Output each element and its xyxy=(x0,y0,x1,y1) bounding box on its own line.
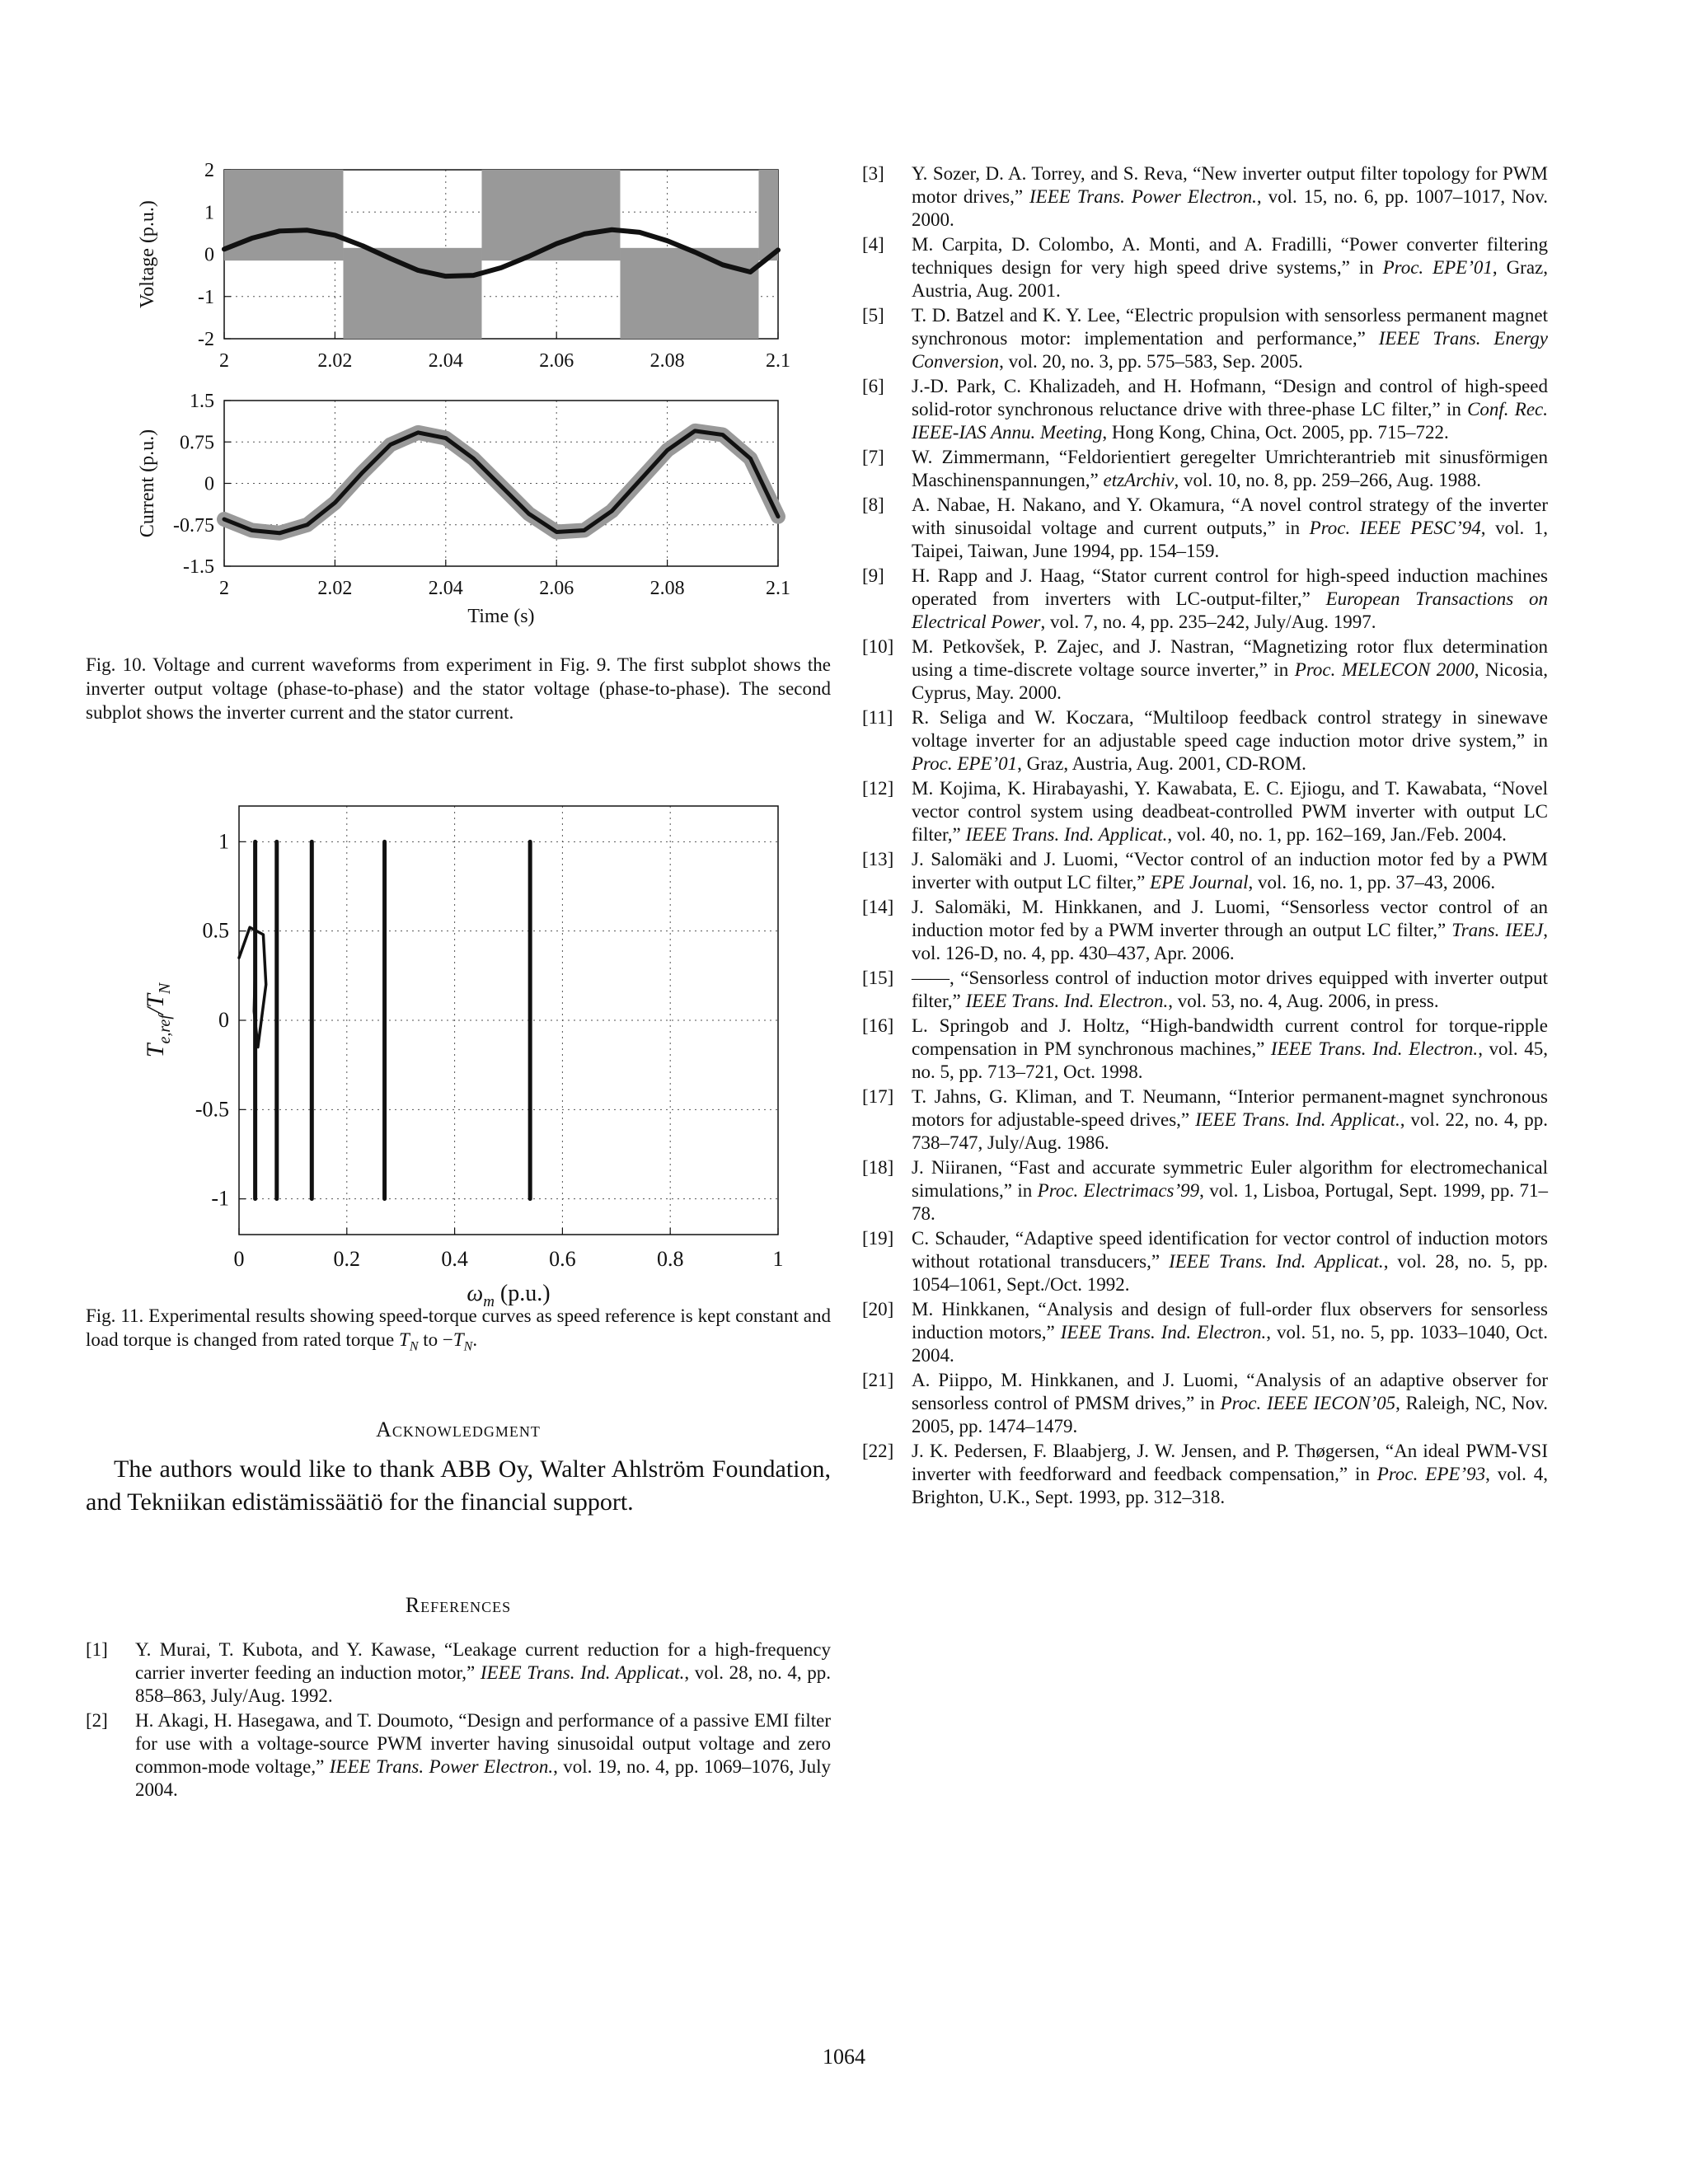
reference-text: J. Salomäki, M. Hinkkanen, and J. Luomi, “Sensorless vector control of an induction motor fed by a PWM inverter through an output LC filter,” xyxy=(912,897,1548,940)
reference-details: , vol. 4, Brighton, U.K., Sept. 1993, pp. 312–318. xyxy=(912,1464,1549,1507)
current-subplot xyxy=(137,391,790,627)
reference-venue: IEEE Trans. Power Electron. xyxy=(1029,186,1257,207)
y-tick-label: 0 xyxy=(204,473,214,495)
reference-details: , vol. 28, no. 4, pp. 858–863, July/Aug. 1992. xyxy=(135,1662,831,1706)
reference-details: , Raleigh, NC, Nov. 2005, pp. 1474–1479. xyxy=(912,1393,1548,1436)
reference-number: [4] xyxy=(862,234,884,255)
reference-text: R. Seliga and W. Koczara, “Multiloop feedback control strategy in sinewave voltage inverter for an adjustable speed cage induction motor drive system,” in xyxy=(912,707,1548,751)
reference-text: T. Jahns, G. Kliman, and T. Neumann, “Interior permanent-magnet synchronous motors for adjustable-speed drives,” xyxy=(912,1086,1548,1130)
reference-number: [19] xyxy=(862,1228,894,1249)
y-tick-label: -2 xyxy=(198,329,214,350)
y-tick-label: 0.75 xyxy=(180,432,214,454)
reference-details: , vol. 20, no. 3, pp. 575–583, Sep. 2005. xyxy=(999,351,1303,372)
reference-item xyxy=(862,896,1548,965)
x-tick-label: 2.08 xyxy=(649,578,685,599)
x-tick-label: 2.04 xyxy=(428,350,463,372)
y-tick-label: 1 xyxy=(204,202,214,224)
reference-text: ——, “Sensorless control of induction motor drives equipped with inverter output filter,” xyxy=(912,968,1548,1011)
reference-text: W. Zimmermann, “Feldorientiert geregelter Umrichterantrieb mit sinusförmigen Maschinenspannungen,” xyxy=(912,447,1548,490)
reference-details: , Nicosia, Cyprus, May. 2000. xyxy=(912,659,1548,703)
reference-item xyxy=(862,233,1548,302)
reference-text: M. Carpita, D. Colombo, A. Monti, and A. Fradilli, “Power converter filtering techniques design for very high speed drive systems,” in xyxy=(912,234,1548,278)
reference-text: T. D. Batzel and K. Y. Lee, “Electric propulsion with sensorless permanent magnet synchronous motor: implementation and performance,” xyxy=(912,305,1548,349)
reference-number: [5] xyxy=(862,305,884,326)
reference-details: , vol. 45, no. 5, pp. 713–721, Oct. 1998. xyxy=(912,1038,1549,1082)
y-axis-label: $T_{e,ref}/T_N$ xyxy=(142,982,174,1058)
reference-item xyxy=(862,304,1548,373)
x-tick-label: 2.06 xyxy=(539,350,574,372)
reference-number: [8] xyxy=(862,494,884,515)
reference-item xyxy=(862,1156,1548,1226)
reference-text: A. Piippo, M. Hinkkanen, and J. Luomi, “Analysis of an adaptive observer for sensorless control of PMSM drives,” in xyxy=(912,1370,1548,1413)
reference-text: J.-D. Park, C. Khalizadeh, and H. Hofmann, “Design and control of high-speed solid-rotor synchronous reluctance drive with three-phase LC filter,” in xyxy=(912,376,1548,419)
y-axis-label: Voltage (p.u.) xyxy=(137,200,158,308)
y-tick-label: 1 xyxy=(218,829,229,854)
reference-venue: Proc. EPE’93 xyxy=(1376,1464,1486,1484)
reference-venue: Proc. EPE’01 xyxy=(1382,257,1493,278)
x-tick-label: 2.08 xyxy=(649,350,685,372)
x-tick-label: 2.04 xyxy=(428,578,463,599)
reference-item xyxy=(862,162,1548,232)
reference-item xyxy=(862,848,1548,894)
y-tick-label: 0 xyxy=(204,244,214,266)
reference-venue: IEEE Trans. Ind. Applicat. xyxy=(480,1662,685,1683)
reference-venue: Trans. IEEJ xyxy=(1451,920,1544,940)
reference-number: [11] xyxy=(862,707,893,728)
reference-details: , vol. 126-D, no. 4, pp. 430–437, Apr. 2006. xyxy=(912,920,1549,963)
reference-venue: IEEE Trans. Ind. Applicat. xyxy=(1169,1251,1384,1272)
reference-text: M. Hinkkanen, “Analysis and design of full-order flux observers for sensorless induction motors,” xyxy=(912,1299,1548,1343)
reference-venue: IEEE Trans. Energy Conversion xyxy=(912,328,1548,372)
reference-text: J. Niiranen, “Fast and accurate symmetric Euler algorithm for electromechanical simulations,” in xyxy=(912,1157,1548,1201)
reference-text: C. Schauder, “Adaptive speed identification for vector control of induction motors without rotational transducers,” xyxy=(912,1228,1548,1272)
startup-loop-trace xyxy=(239,927,266,1047)
reference-venue: Proc. IEEE IECON’05 xyxy=(1220,1393,1396,1413)
pwm-voltage-band xyxy=(343,248,481,339)
reference-details: , vol. 1, Taipei, Taiwan, June 1994, pp. 154–159. xyxy=(912,518,1549,561)
reference-venue: etzArchiv xyxy=(1103,470,1175,490)
reference-number: [7] xyxy=(862,447,884,467)
acknowledgment-heading: Acknowledgment xyxy=(376,1418,541,1441)
reference-text: M. Petkovšek, P. Zajec, and J. Nastran, “Magnetizing rotor flux determination using a time-discrete voltage source inverter,” in xyxy=(912,636,1548,680)
references-column-right xyxy=(862,162,1548,1511)
reference-item xyxy=(862,494,1548,563)
reference-item xyxy=(862,565,1548,634)
caption-subscript: N xyxy=(463,1339,473,1354)
pwm-voltage-band xyxy=(620,248,758,339)
pwm-voltage-band xyxy=(758,170,778,260)
reference-details: , vol. 19, no. 4, pp. 1069–1076, July 2004. xyxy=(135,1756,831,1800)
y-axis-label: Current (p.u.) xyxy=(137,429,158,538)
reference-text: M. Kojima, K. Hirabayashi, Y. Kawabata, E. C. Ejiogu, and T. Kawabata, “Novel vector control system using deadbeat-controlled PWM inverter with output LC filter,” xyxy=(912,778,1548,845)
reference-text: J. K. Pedersen, F. Blaabjerg, J. W. Jensen, and P. Thøgersen, “An ideal PWM-VSI inverter with feedforward and feedback compensation,” in xyxy=(912,1441,1548,1484)
reference-number: [10] xyxy=(862,636,894,657)
reference-venue: Proc. EPE’01 xyxy=(912,753,1018,774)
reference-number: [22] xyxy=(862,1441,894,1461)
reference-venue: IEEE Trans. Ind. Applicat. xyxy=(1195,1109,1400,1130)
x-axis-label: Time (s) xyxy=(467,606,535,627)
x-tick-label: 2.02 xyxy=(317,350,353,372)
reference-venue: Proc. MELECON 2000 xyxy=(1294,659,1475,680)
figure-10 xyxy=(124,157,816,643)
figure-11 xyxy=(124,799,816,1310)
y-tick-label: -1 xyxy=(211,1186,229,1211)
reference-text: J. Salomäki and J. Luomi, “Vector control of an induction motor fed by a PWM inverter with output LC filter,” xyxy=(912,849,1548,893)
reference-number: [13] xyxy=(862,849,894,869)
reference-details: , vol. 53, no. 4, Aug. 2006, in press. xyxy=(1168,991,1439,1011)
reference-details: , Graz, Austria, Aug. 2001, CD-ROM. xyxy=(1017,753,1306,774)
caption-subscript: N xyxy=(409,1339,419,1354)
reference-details: , Graz, Austria, Aug. 2001. xyxy=(912,257,1549,301)
reference-venue: EPE Journal xyxy=(1150,872,1249,893)
reference-item xyxy=(862,777,1548,846)
reference-item xyxy=(862,446,1548,492)
reference-details: , vol. 10, no. 8, pp. 259–266, Aug. 1988. xyxy=(1174,470,1481,490)
x-tick-label: 0.2 xyxy=(333,1247,361,1271)
x-tick-label: 2 xyxy=(219,350,229,372)
y-tick-label: -0.75 xyxy=(173,514,214,537)
reference-item xyxy=(862,1015,1548,1084)
reference-details: , vol. 7, no. 4, pp. 235–242, July/Aug. 1997. xyxy=(1040,612,1376,632)
reference-details: , vol. 28, no. 5, pp. 1054–1061, Sept./Oct. 1992. xyxy=(912,1251,1548,1295)
reference-details: , Hong Kong, China, Oct. 2005, pp. 715–722. xyxy=(1102,422,1449,443)
reference-text: H. Rapp and J. Haag, “Stator current control for high-speed induction machines operated from inverters with LC-output-filter,” xyxy=(912,565,1548,609)
reference-number: [18] xyxy=(862,1157,894,1178)
acknowledgment-body: The authors would like to thank ABB Oy, Walter Ahlström Foundation, and Tekniikan edistämissäätiö for the financial support. xyxy=(86,1455,831,1516)
reference-item xyxy=(862,967,1548,1013)
reference-item xyxy=(862,1085,1548,1155)
reference-venue: European Transactions on Electrical Power xyxy=(912,588,1549,632)
x-tick-label: 2.06 xyxy=(539,578,574,599)
caption-text-end: . xyxy=(472,1329,478,1350)
x-tick-label: 2.02 xyxy=(317,578,353,599)
reference-number: [2] xyxy=(86,1710,108,1731)
reference-item xyxy=(86,1638,831,1708)
reference-details: , vol. 15, no. 6, pp. 1007–1017, Nov. 2000. xyxy=(912,186,1548,230)
reference-number: [3] xyxy=(862,163,884,184)
reference-text: Y. Murai, T. Kubota, and Y. Kawase, “Leakage current reduction for a high-frequency carrier inverter feeding an induction motor,” xyxy=(135,1639,831,1683)
reference-venue: IEEE Trans. Ind. Applicat. xyxy=(965,824,1168,845)
x-tick-label: 2 xyxy=(219,578,229,599)
reference-details: , vol. 40, no. 1, pp. 162–169, Jan./Feb. 2004. xyxy=(1167,824,1507,845)
reference-number: [1] xyxy=(86,1639,108,1660)
reference-number: [14] xyxy=(862,897,894,917)
reference-details: , vol. 16, no. 1, pp. 37–43, 2006. xyxy=(1248,872,1496,893)
reference-number: [15] xyxy=(862,968,894,988)
x-tick-label: 0.8 xyxy=(656,1247,684,1271)
y-tick-label: -0.5 xyxy=(195,1097,229,1122)
reference-number: [12] xyxy=(862,778,894,799)
reference-item xyxy=(862,706,1548,776)
pwm-voltage-band xyxy=(224,170,343,260)
voltage-subplot xyxy=(137,160,790,372)
y-tick-label: 0.5 xyxy=(202,918,229,943)
reference-number: [6] xyxy=(862,376,884,396)
y-tick-label: 1.5 xyxy=(190,391,214,412)
references-heading: References xyxy=(405,1593,512,1617)
reference-number: [17] xyxy=(862,1086,894,1107)
y-tick-label: -1 xyxy=(198,286,214,308)
x-tick-label: 2.1 xyxy=(766,350,790,372)
y-tick-label: 2 xyxy=(204,160,214,181)
reference-venue: IEEE Trans. Power Electron. xyxy=(329,1756,554,1777)
x-tick-label: 1 xyxy=(772,1247,784,1271)
reference-item xyxy=(862,635,1548,705)
reference-number: [20] xyxy=(862,1299,894,1319)
reference-venue: Proc. Electrimacs’99 xyxy=(1037,1180,1200,1201)
reference-text: A. Nabae, H. Nakano, and Y. Okamura, “A novel control strategy of the inverter with sinusoidal voltage and current outputs,” in xyxy=(912,494,1548,538)
y-tick-label: 0 xyxy=(218,1008,229,1032)
reference-details: , vol. 1, Lisboa, Portugal, Sept. 1999, pp. 71–78. xyxy=(912,1180,1548,1224)
reference-item xyxy=(862,1298,1548,1367)
reference-number: [16] xyxy=(862,1015,894,1036)
x-tick-label: 0.4 xyxy=(441,1247,468,1271)
x-tick-label: 0 xyxy=(233,1247,245,1271)
reference-item xyxy=(86,1709,831,1802)
reference-details: , vol. 51, no. 5, pp. 1033–1040, Oct. 2004. xyxy=(912,1322,1548,1366)
caption-symbol: T xyxy=(452,1329,464,1350)
reference-venue: Proc. IEEE PESC’94 xyxy=(1309,518,1481,538)
x-axis-label: $\omega_m$ (p.u.) xyxy=(467,1281,551,1310)
figure-10-caption: Fig. 10. Voltage and current waveforms from experiment in Fig. 9. The first subplot shows the inverter output voltage (phase-to-phase) and the stator voltage (phase-to-phase). The second subplot shows the inverter current and the stator current. xyxy=(86,654,831,723)
reference-venue: IEEE Trans. Ind. Electron. xyxy=(1060,1322,1267,1343)
references-column-left xyxy=(86,1638,831,1803)
figure-11-caption-text: Fig. 11. Experimental results showing speed-torque curves as speed reference is kept constant and load torque is changed from rated torque xyxy=(86,1305,831,1350)
x-tick-label: 2.1 xyxy=(766,578,790,599)
reference-number: [21] xyxy=(862,1370,894,1390)
reference-venue: Conf. Rec. IEEE-IAS Annu. Meeting xyxy=(912,399,1548,443)
reference-text: L. Springob and J. Holtz, “High-bandwidth current control for torque-ripple compensation in PM synchronous machines,” xyxy=(912,1015,1548,1059)
figure-11-caption xyxy=(86,1304,831,1359)
inverter-current-line xyxy=(224,431,778,533)
reference-venue: IEEE Trans. Ind. Electron. xyxy=(1270,1038,1479,1059)
reference-item xyxy=(862,375,1548,444)
caption-text-mid: to − xyxy=(418,1329,453,1350)
reference-text: Y. Sozer, D. A. Torrey, and S. Reva, “New inverter output filter topology for PWM motor drives,” xyxy=(912,163,1548,207)
y-tick-label: -1.5 xyxy=(183,556,214,578)
reference-number: [9] xyxy=(862,565,884,586)
caption-symbol: T xyxy=(399,1329,410,1350)
page-number: 1064 xyxy=(823,2045,865,2069)
reference-item xyxy=(862,1440,1548,1509)
reference-item xyxy=(862,1227,1548,1296)
reference-text: H. Akagi, H. Hasegawa, and T. Doumoto, “Design and performance of a passive EMI filter for use with a voltage-source PWM inverter having sinusoidal output voltage and zero common-mode voltage,” xyxy=(135,1710,831,1777)
reference-venue: IEEE Trans. Ind. Electron. xyxy=(965,991,1169,1011)
reference-item xyxy=(862,1369,1548,1438)
x-tick-label: 0.6 xyxy=(549,1247,576,1271)
reference-details: , vol. 22, no. 4, pp. 738–747, July/Aug. 1986. xyxy=(912,1109,1549,1153)
